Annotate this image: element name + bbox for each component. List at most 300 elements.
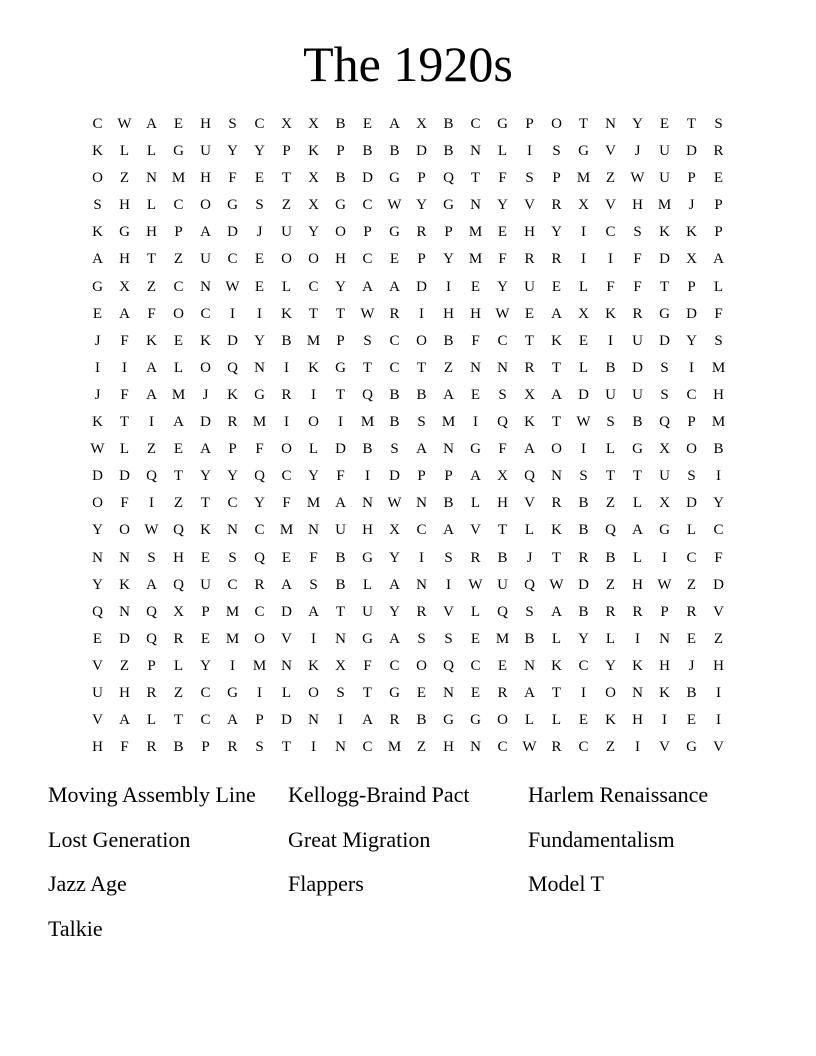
grid-letter: T: [551, 549, 562, 566]
grid-letter: G: [119, 224, 130, 241]
grid-letter: L: [119, 441, 130, 458]
grid-letter: L: [551, 630, 562, 647]
grid-letter: Z: [173, 684, 184, 701]
grid-letter: K: [119, 576, 130, 593]
grid-letter: T: [659, 278, 670, 295]
grid-letter: I: [311, 739, 316, 756]
grid-letter: A: [362, 278, 373, 295]
grid-letter: P: [201, 603, 210, 620]
grid-letter: V: [659, 739, 670, 756]
word-list-item: Fundamentalism: [528, 826, 675, 852]
grid-letter: R: [389, 305, 400, 322]
grid-letter: Y: [686, 332, 697, 349]
grid-letter: H: [713, 657, 724, 674]
grid-letter: N: [335, 739, 346, 756]
grid-letter: A: [200, 441, 211, 458]
grid-letter: S: [444, 549, 453, 566]
grid-letter: K: [92, 143, 103, 160]
grid-letter: A: [524, 684, 535, 701]
grid-letter: E: [254, 170, 265, 187]
grid-letter: H: [119, 251, 130, 268]
grid-letter: R: [524, 359, 535, 376]
grid-letter: C: [578, 657, 589, 674]
grid-letter: I: [311, 630, 316, 647]
grid-letter: C: [686, 549, 697, 566]
grid-letter: A: [119, 305, 130, 322]
grid-letter: R: [389, 712, 400, 729]
grid-letter: I: [689, 359, 694, 376]
grid-letter: N: [443, 684, 454, 701]
grid-letter: B: [605, 359, 616, 376]
grid-letter: L: [146, 197, 157, 214]
grid-letter: I: [95, 359, 100, 376]
grid-letter: R: [551, 251, 562, 268]
grid-letter: F: [714, 549, 723, 566]
grid-letter: W: [522, 739, 537, 756]
grid-letter: E: [470, 386, 481, 403]
grid-letter: C: [389, 657, 400, 674]
grid-letter: B: [524, 630, 535, 647]
grid-letter: T: [308, 305, 319, 322]
grid-letter: W: [144, 522, 159, 539]
grid-letter: S: [660, 386, 669, 403]
grid-letter: R: [470, 549, 481, 566]
grid-letter: N: [443, 441, 454, 458]
grid-letter: L: [632, 549, 643, 566]
grid-letter: X: [335, 657, 346, 674]
grid-letter: E: [200, 549, 211, 566]
grid-letter: B: [362, 441, 373, 458]
grid-letter: K: [659, 224, 670, 241]
grid-letter: P: [363, 224, 372, 241]
grid-letter: B: [578, 603, 589, 620]
grid-letter: O: [119, 522, 130, 539]
grid-letter: E: [578, 332, 589, 349]
grid-letter: I: [608, 332, 613, 349]
grid-letter: Z: [605, 576, 616, 593]
grid-letter: X: [416, 116, 427, 132]
grid-letter: N: [470, 143, 481, 160]
grid-letter: E: [524, 305, 535, 322]
grid-letter: I: [716, 468, 721, 485]
grid-letter: G: [335, 359, 346, 376]
grid-letter: I: [581, 441, 586, 458]
grid-letter: T: [362, 359, 373, 376]
grid-letter: D: [389, 468, 400, 485]
grid-letter: P: [255, 712, 264, 729]
grid-letter: N: [308, 712, 319, 729]
grid-letter: I: [581, 224, 586, 241]
grid-letter: W: [549, 576, 564, 593]
grid-letter: F: [282, 495, 291, 512]
grid-letter: T: [281, 739, 292, 756]
grid-letter: Z: [146, 441, 157, 458]
grid-letter: G: [335, 197, 346, 214]
grid-letter: B: [389, 386, 400, 403]
grid-letter: A: [443, 386, 454, 403]
grid-letter: H: [119, 684, 130, 701]
grid-letter: V: [524, 197, 535, 214]
grid-letter: K: [308, 143, 319, 160]
grid-letter: L: [470, 603, 481, 620]
grid-letter: U: [659, 468, 670, 485]
grid-letter: U: [524, 278, 535, 295]
grid-letter: Z: [146, 278, 157, 295]
grid-letter: A: [713, 251, 724, 268]
grid-letter: Y: [605, 657, 616, 674]
grid-letter: A: [524, 441, 535, 458]
grid-letter: A: [389, 116, 400, 132]
grid-letter: F: [120, 332, 129, 349]
grid-letter: X: [281, 116, 292, 132]
grid-letter: A: [470, 468, 481, 485]
grid-letter: I: [230, 657, 235, 674]
grid-letter: C: [200, 305, 211, 322]
grid-letter: E: [362, 116, 373, 132]
grid-letter: I: [635, 630, 640, 647]
grid-letter: D: [659, 251, 670, 268]
grid-letter: V: [92, 712, 103, 729]
grid-letter: W: [630, 170, 645, 187]
grid-letter: P: [714, 197, 723, 214]
grid-letter: C: [281, 468, 292, 485]
grid-letter: B: [443, 116, 454, 132]
grid-letter: D: [416, 143, 427, 160]
grid-letter: G: [362, 549, 373, 566]
grid-letter: H: [470, 305, 481, 322]
grid-letter: Q: [254, 468, 265, 485]
grid-letter: I: [338, 712, 343, 729]
grid-letter: F: [633, 278, 642, 295]
word-list-item: Model T: [528, 871, 604, 897]
grid-letter: P: [552, 170, 561, 187]
grid-letter: A: [92, 251, 103, 268]
grid-letter: F: [336, 468, 345, 485]
grid-letter: Y: [254, 143, 265, 160]
grid-letter: Y: [308, 468, 319, 485]
grid-letter: E: [470, 630, 481, 647]
grid-letter: I: [257, 684, 262, 701]
grid-letter: N: [416, 495, 427, 512]
grid-letter: D: [362, 170, 373, 187]
grid-letter: N: [119, 549, 130, 566]
grid-letter: W: [90, 441, 105, 458]
grid-letter: S: [660, 359, 669, 376]
grid-letter: I: [149, 414, 154, 431]
grid-letter: L: [713, 278, 724, 295]
grid-letter: X: [659, 441, 670, 458]
grid-letter: Y: [389, 603, 400, 620]
grid-letter: A: [200, 224, 211, 241]
grid-letter: C: [497, 332, 508, 349]
grid-letter: W: [387, 197, 402, 214]
grid-letter: T: [146, 251, 157, 268]
grid-letter: K: [659, 684, 670, 701]
grid-letter: N: [92, 549, 103, 566]
grid-letter: R: [551, 495, 562, 512]
grid-letter: M: [468, 224, 483, 241]
grid-letter: L: [578, 278, 589, 295]
grid-letter: W: [495, 305, 510, 322]
grid-letter: B: [173, 739, 184, 756]
grid-letter: C: [173, 197, 184, 214]
grid-letter: G: [92, 278, 103, 295]
grid-letter: G: [632, 441, 643, 458]
grid-letter: P: [417, 170, 426, 187]
grid-letter: G: [227, 684, 238, 701]
grid-letter: E: [92, 305, 103, 322]
grid-letter: G: [389, 170, 400, 187]
grid-letter: M: [252, 414, 267, 431]
grid-letter: X: [497, 468, 508, 485]
grid-letter: O: [254, 630, 265, 647]
grid-letter: P: [228, 441, 237, 458]
grid-letter: A: [389, 576, 400, 593]
grid-letter: K: [92, 224, 103, 241]
grid-letter: K: [227, 386, 238, 403]
grid-letter: G: [470, 712, 481, 729]
grid-letter: Q: [497, 414, 508, 431]
grid-letter: L: [281, 278, 292, 295]
grid-letter: O: [308, 684, 319, 701]
grid-letter: O: [551, 441, 562, 458]
grid-letter: I: [662, 712, 667, 729]
grid-letter: C: [497, 739, 508, 756]
grid-letter: S: [336, 684, 345, 701]
grid-letter: S: [525, 603, 534, 620]
grid-letter: D: [416, 278, 427, 295]
grid-letter: X: [119, 278, 130, 295]
grid-letter: Z: [119, 657, 130, 674]
grid-letter: F: [498, 251, 507, 268]
grid-letter: U: [335, 522, 346, 539]
grid-letter: N: [524, 657, 535, 674]
grid-letter: C: [362, 739, 373, 756]
grid-letter: A: [281, 576, 292, 593]
grid-letter: F: [120, 386, 129, 403]
grid-letter: M: [468, 251, 483, 268]
grid-letter: Y: [551, 224, 562, 241]
grid-letter: M: [306, 495, 321, 512]
grid-letter: A: [227, 712, 238, 729]
grid-letter: H: [632, 576, 643, 593]
grid-letter: T: [335, 386, 346, 403]
grid-letter: S: [444, 630, 453, 647]
grid-letter: D: [92, 468, 103, 485]
grid-letter: E: [713, 170, 724, 187]
grid-letter: Z: [686, 576, 697, 593]
grid-letter: J: [94, 386, 101, 403]
grid-letter: A: [416, 441, 427, 458]
grid-letter: Y: [335, 278, 346, 295]
grid-letter: Y: [497, 278, 508, 295]
grid-letter: C: [200, 712, 211, 729]
grid-letter: F: [633, 251, 642, 268]
grid-letter: Y: [254, 332, 265, 349]
grid-letter: A: [551, 386, 562, 403]
grid-letter: N: [146, 170, 157, 187]
grid-letter: R: [254, 576, 265, 593]
grid-letter: C: [92, 116, 103, 132]
grid-letter: Z: [605, 170, 616, 187]
grid-letter: O: [173, 305, 184, 322]
grid-letter: V: [605, 143, 616, 160]
grid-letter: E: [470, 684, 481, 701]
word-list: [48, 780, 768, 959]
grid-letter: L: [686, 522, 697, 539]
grid-letter: I: [257, 305, 262, 322]
grid-letter: Z: [605, 739, 616, 756]
grid-letter: R: [227, 414, 238, 431]
grid-letter: T: [551, 414, 562, 431]
grid-letter: M: [576, 170, 591, 187]
word-list-item: Flappers: [288, 871, 364, 897]
grid-letter: C: [227, 251, 238, 268]
grid-letter: E: [416, 684, 427, 701]
grid-letter: E: [551, 278, 562, 295]
grid-letter: S: [525, 170, 534, 187]
grid-letter: C: [713, 522, 724, 539]
grid-letter: K: [308, 657, 319, 674]
grid-letter: M: [306, 332, 321, 349]
grid-letter: U: [200, 576, 211, 593]
grid-letter: S: [579, 468, 588, 485]
grid-letter: K: [551, 332, 562, 349]
grid-letter: Z: [713, 630, 724, 647]
grid-letter: Y: [578, 630, 589, 647]
grid-letter: O: [200, 197, 211, 214]
grid-letter: U: [605, 386, 616, 403]
grid-letter: T: [173, 712, 184, 729]
grid-letter: L: [605, 630, 616, 647]
grid-letter: P: [525, 116, 534, 132]
grid-letter: N: [227, 522, 238, 539]
grid-letter: T: [497, 522, 508, 539]
grid-letter: P: [336, 143, 345, 160]
grid-letter: D: [632, 359, 643, 376]
grid-letter: U: [92, 684, 103, 701]
grid-letter: B: [443, 495, 454, 512]
grid-letter: L: [470, 495, 481, 512]
grid-letter: N: [659, 630, 670, 647]
grid-letter: E: [686, 712, 697, 729]
grid-letter: C: [227, 576, 238, 593]
grid-letter: D: [119, 468, 130, 485]
grid-letter: P: [417, 468, 426, 485]
grid-letter: V: [92, 657, 103, 674]
grid-letter: B: [416, 712, 427, 729]
grid-letter: R: [524, 251, 535, 268]
grid-letter: D: [227, 332, 238, 349]
grid-letter: R: [578, 549, 589, 566]
grid-letter: G: [686, 739, 697, 756]
grid-letter: O: [92, 495, 103, 512]
grid-letter: U: [497, 576, 508, 593]
grid-letter: N: [308, 522, 319, 539]
grid-letter: R: [632, 305, 643, 322]
grid-letter: R: [416, 224, 427, 241]
grid-letter: I: [446, 576, 451, 593]
grid-letter: T: [335, 305, 346, 322]
grid-letter: I: [230, 305, 235, 322]
grid-letter: G: [578, 143, 589, 160]
grid-letter: Y: [632, 116, 643, 132]
grid-letter: I: [527, 143, 532, 160]
grid-letter: B: [389, 143, 400, 160]
grid-letter: P: [687, 414, 696, 431]
grid-letter: H: [632, 712, 643, 729]
grid-letter: Y: [389, 549, 400, 566]
grid-letter: C: [254, 116, 265, 132]
grid-letter: S: [552, 143, 561, 160]
word-list-item: Moving Assembly Line: [48, 782, 256, 807]
word-list-item: Great Migration: [288, 826, 431, 852]
grid-letter: C: [605, 224, 616, 241]
word-list-item: Talkie: [48, 916, 103, 942]
grid-letter: R: [551, 197, 562, 214]
grid-letter: E: [173, 441, 184, 458]
grid-letter: I: [716, 712, 721, 729]
grid-letter: J: [202, 386, 209, 403]
grid-letter: S: [228, 116, 237, 132]
grid-letter: V: [713, 739, 724, 756]
grid-letter: N: [470, 739, 481, 756]
grid-letter: J: [688, 657, 695, 674]
grid-letter: F: [471, 332, 480, 349]
grid-letter: O: [200, 359, 211, 376]
grid-letter: Q: [605, 522, 616, 539]
grid-letter: Y: [200, 468, 211, 485]
grid-letter: K: [92, 414, 103, 431]
grid-letter: E: [92, 630, 103, 647]
grid-letter: S: [417, 630, 426, 647]
grid-letter: R: [497, 684, 508, 701]
grid-letter: H: [524, 224, 535, 241]
grid-letter: H: [200, 170, 211, 187]
grid-letter: K: [605, 305, 616, 322]
grid-letter: W: [387, 495, 402, 512]
grid-letter: S: [255, 197, 264, 214]
grid-letter: D: [659, 332, 670, 349]
grid-letter: E: [470, 278, 481, 295]
grid-letter: T: [416, 359, 427, 376]
grid-letter: B: [632, 414, 643, 431]
grid-letter: Q: [227, 359, 238, 376]
grid-letter: C: [173, 278, 184, 295]
grid-letter: K: [146, 332, 157, 349]
grid-letter: O: [92, 170, 103, 187]
grid-letter: S: [714, 332, 723, 349]
grid-letter: Y: [227, 468, 238, 485]
grid-letter: A: [308, 603, 319, 620]
grid-letter: H: [173, 549, 184, 566]
grid-letter: S: [147, 549, 156, 566]
grid-letter: Q: [524, 576, 535, 593]
grid-letter: G: [443, 197, 454, 214]
grid-letter: V: [713, 603, 724, 620]
grid-letter: E: [686, 630, 697, 647]
grid-letter: H: [335, 251, 346, 268]
grid-letter: Z: [416, 739, 427, 756]
grid-letter: Z: [281, 197, 292, 214]
grid-letter: F: [255, 441, 264, 458]
grid-letter: F: [120, 495, 129, 512]
grid-letter: T: [632, 468, 643, 485]
grid-letter: V: [524, 495, 535, 512]
grid-letter: S: [309, 576, 318, 593]
grid-letter: O: [281, 441, 292, 458]
grid-letter: T: [470, 170, 481, 187]
